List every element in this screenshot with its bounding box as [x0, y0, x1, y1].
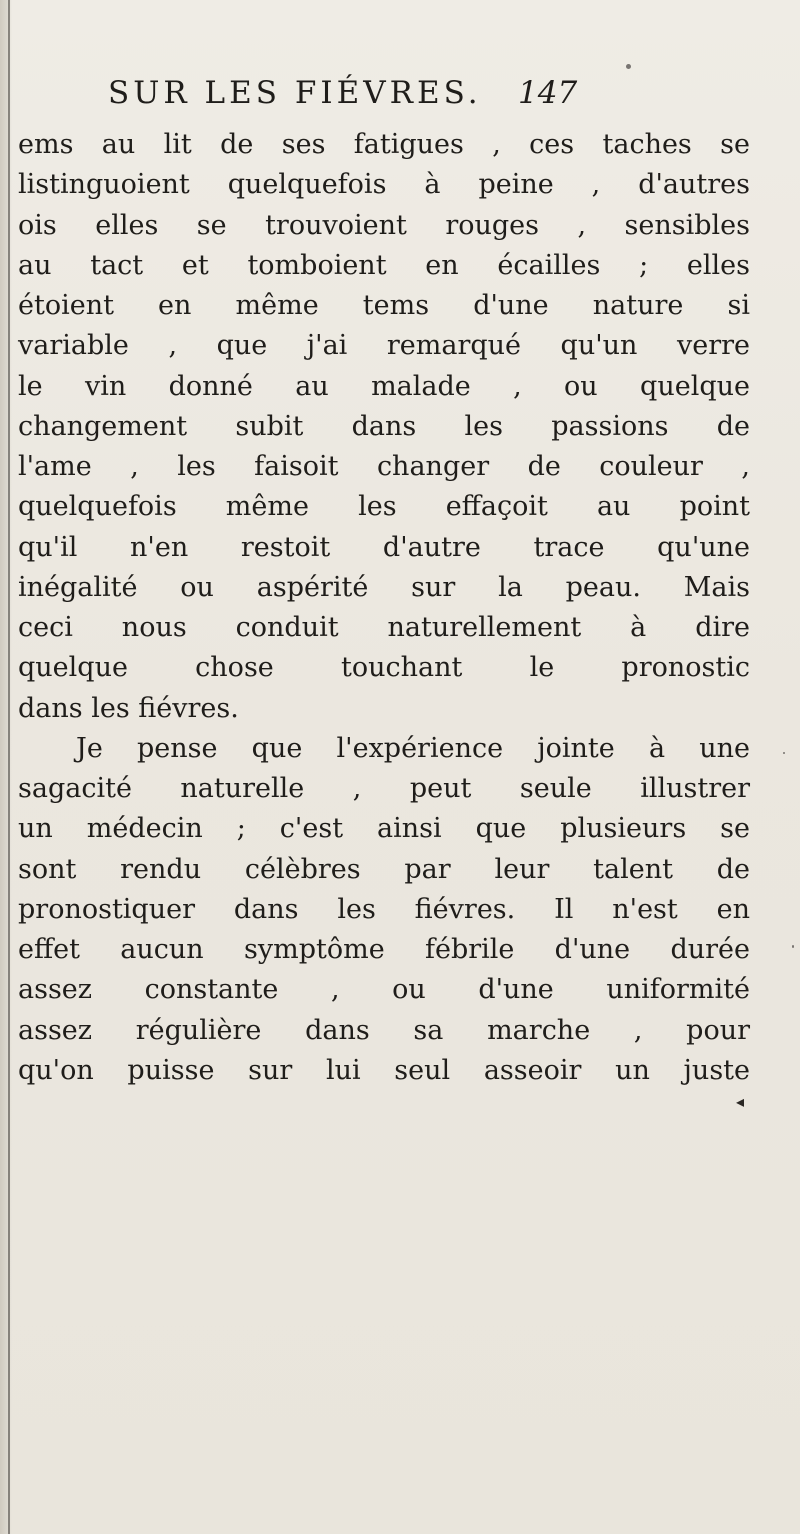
paragraph-end-line: dans les fiévres. — [18, 692, 239, 724]
text-line: assez constante , ou d'une uniformité — [18, 974, 750, 1006]
page-header — [0, 68, 800, 118]
binding-edge — [8, 0, 10, 1534]
text-line: le vin donné au malade , ou quelque — [18, 370, 750, 402]
text-line: l'ame , les faisoit changer de couleur , — [18, 451, 750, 482]
running-head: SUR LES FIÉVRES. — [108, 75, 482, 111]
text-line: qu'on puisse sur lui seul asseoir un juste — [18, 1054, 750, 1086]
margin-arrow-icon: ◂ — [736, 1092, 745, 1111]
text-line: assez régulière dans sa marche , pour — [18, 1014, 750, 1046]
text-line: changement subit dans les passions de — [18, 410, 750, 442]
text-line: inégalité ou aspérité sur la peau. Mais — [18, 571, 750, 603]
body-text — [18, 125, 750, 1091]
text-line: pronostiquer dans les fiévres. Il n'est en — [18, 893, 750, 925]
paragraph-start-line: Je pense que l'expérience jointe à une — [76, 732, 750, 764]
ink-speck — [783, 752, 785, 754]
page-gutter — [0, 0, 12, 1534]
text-line: quelque chose touchant le pronostic — [18, 652, 750, 684]
ink-speck — [626, 64, 631, 69]
text-line: un médecin ; c'est ainsi que plusieurs se — [18, 813, 750, 845]
text-line: sagacité naturelle , peut seule illustrer — [18, 773, 750, 804]
ink-speck — [792, 945, 794, 948]
text-line: ems au lit de ses fatigues , ces taches se — [18, 129, 750, 160]
text-line: au tact et tomboient en écailles ; elles — [18, 249, 750, 281]
text-line: étoient en même tems d'une nature si — [18, 290, 750, 321]
text-line: variable , que j'ai remarqué qu'un verre — [18, 330, 750, 362]
text-line: effet aucun symptôme fébrile d'une durée — [18, 934, 750, 965]
page-number: 147 — [518, 75, 578, 111]
text-line: qu'il n'en restoit d'autre trace qu'une — [18, 531, 750, 563]
text-line: ois elles se trouvoient rouges , sensibles — [18, 209, 750, 241]
text-line: listinguoient quelquefois à peine , d'autres — [18, 169, 750, 201]
text-line: ceci nous conduit naturellement à dire — [18, 612, 750, 643]
text-line: quelquefois même les effaçoit au point — [18, 491, 750, 523]
text-line: sont rendu célèbres par leur talent de — [18, 853, 750, 885]
